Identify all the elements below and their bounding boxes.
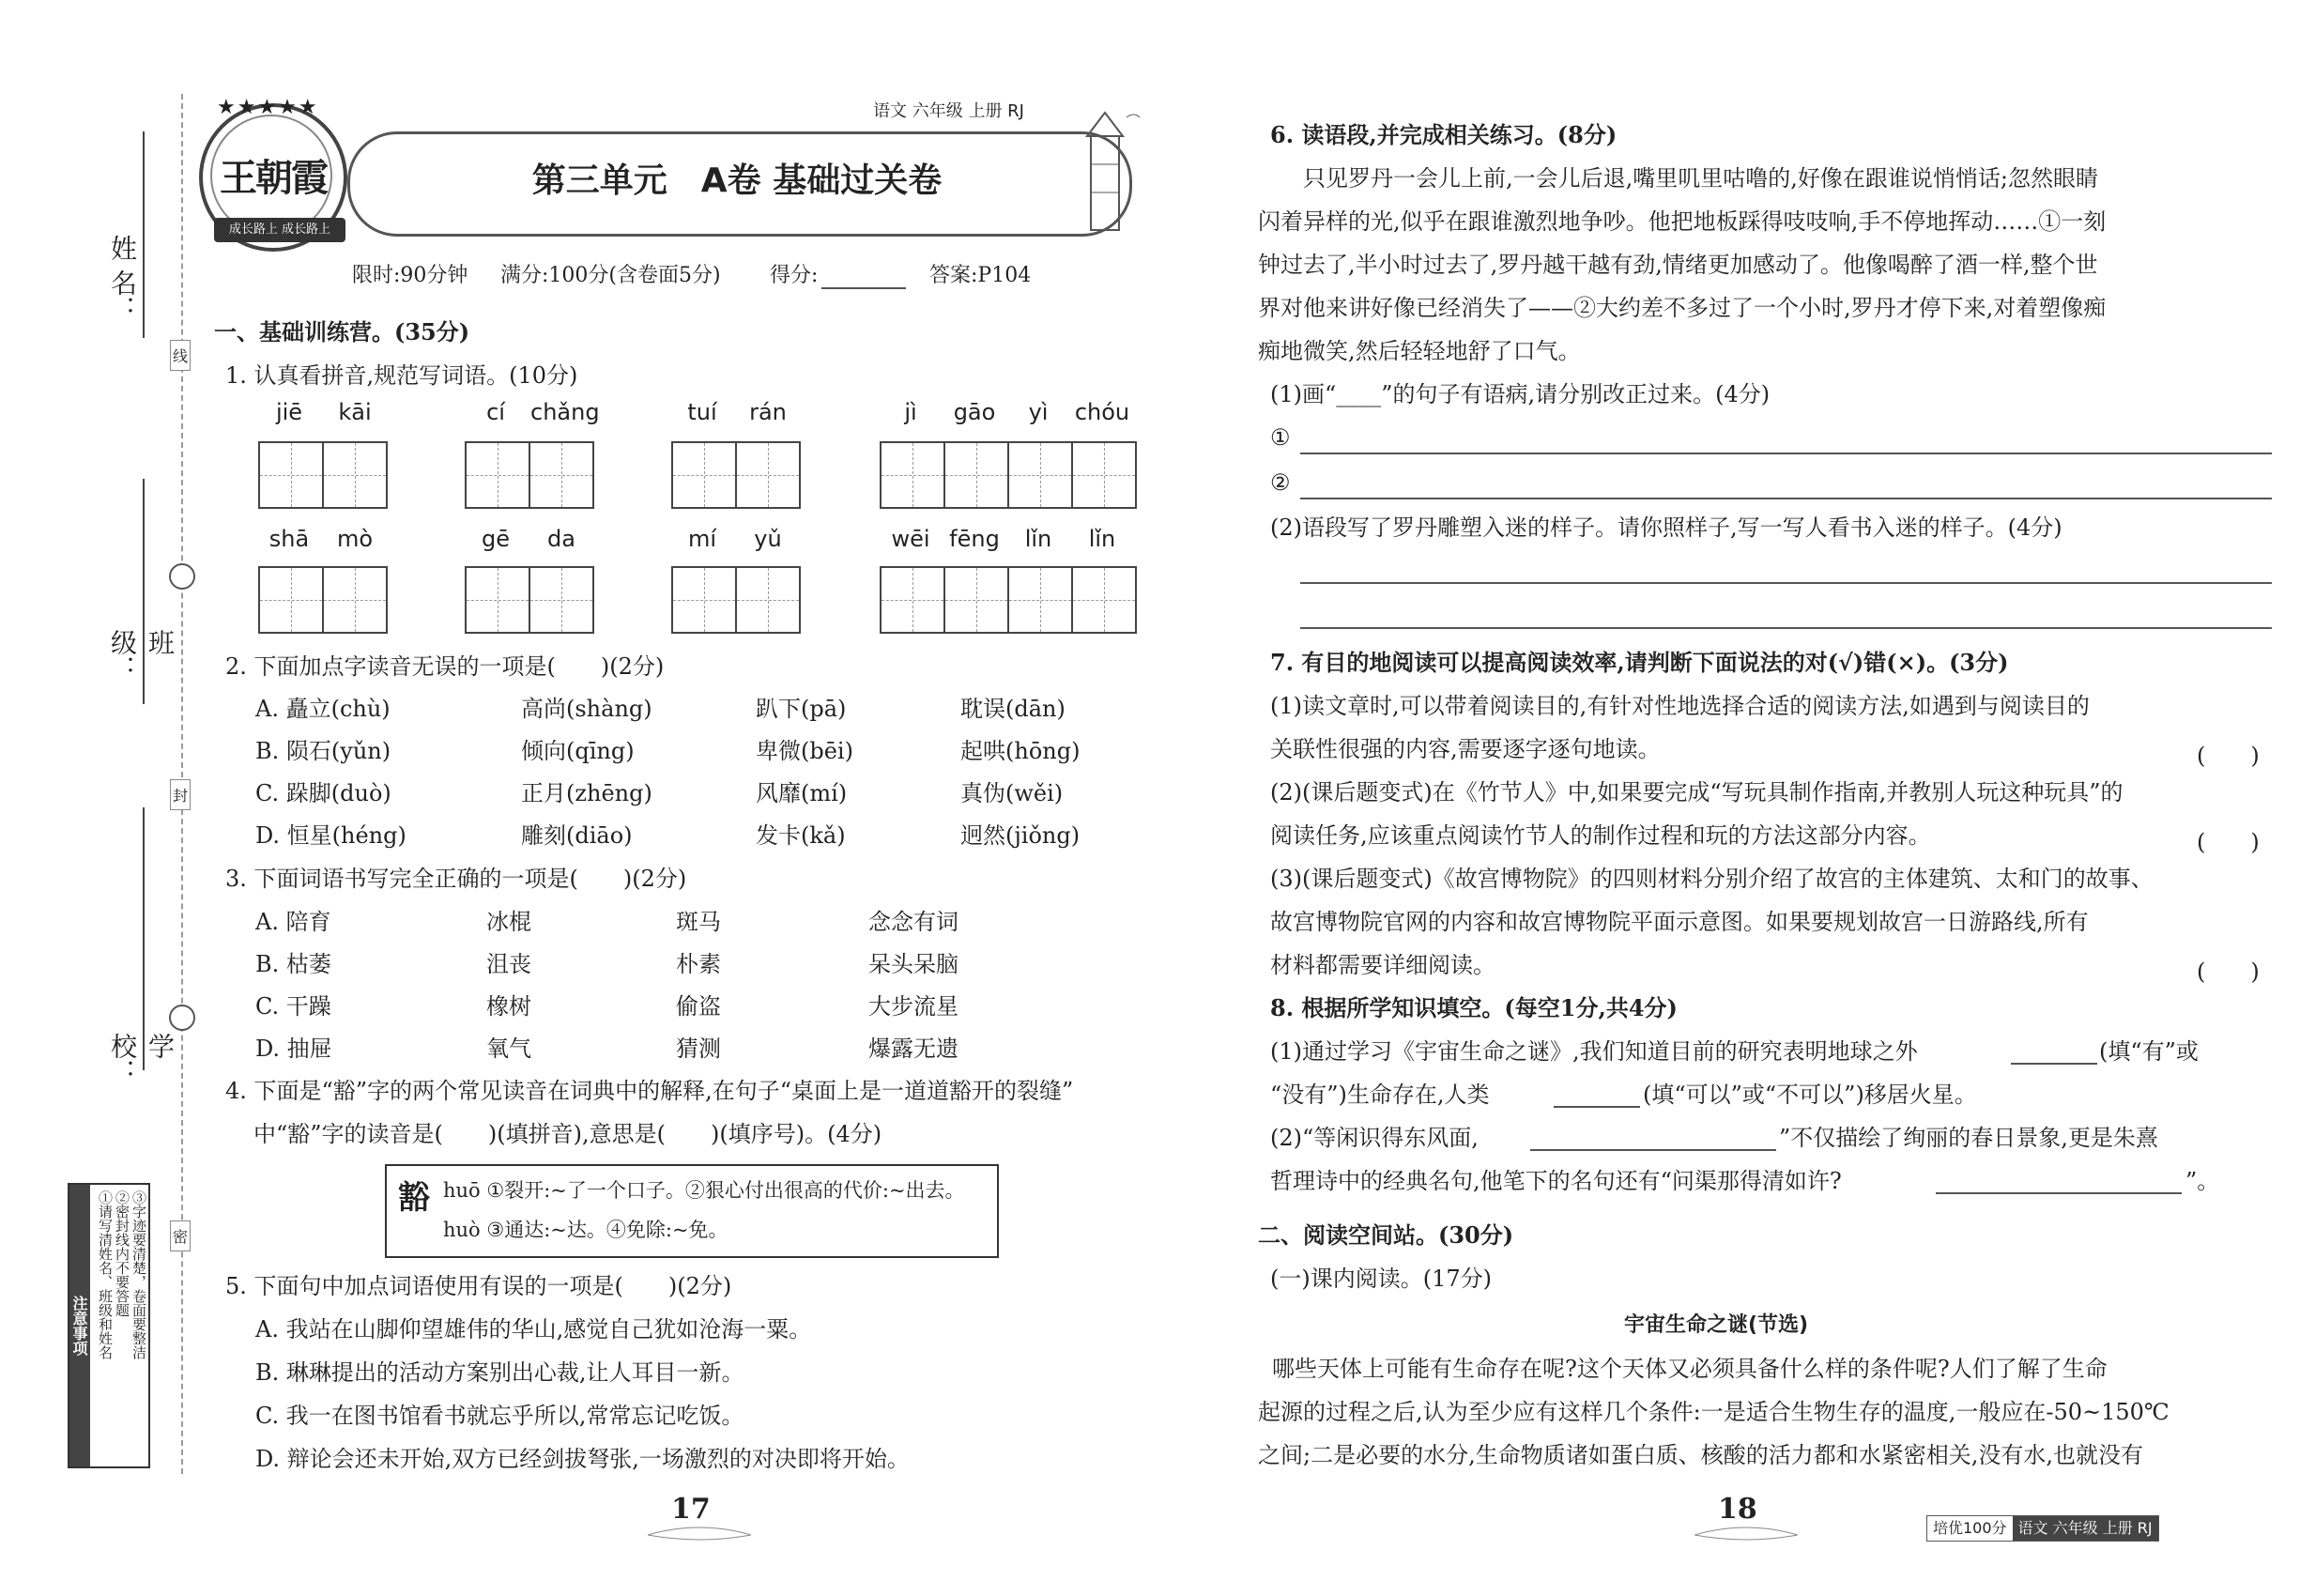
statement-line: 阅读任务,应该重点阅读竹节人的制作过程和玩的方法这部分内容。 [1270, 822, 1931, 849]
q4-title: 4. 下面是“豁”字的两个常见读音在词典中的解释,在句子“桌面上是一道道豁开的裂缝” [225, 1078, 1074, 1104]
writing-grid-7[interactable] [671, 566, 801, 634]
score-blank[interactable] [821, 287, 906, 289]
statement-line: (1)读文章时,可以带着阅读目的,有针对性地选择合适的阅读方法,如遇到与阅读目的 [1270, 693, 2090, 719]
fill-text: (1)通过学习《宇宙生命之谜》,我们知道目前的研究表明地球之外 [1270, 1038, 1918, 1065]
option-text: 正月(zhēng) [521, 780, 652, 806]
fill-blank-1[interactable] [2011, 1063, 2097, 1065]
passage-line: 哪些天体上可能有生命存在呢?这个天体又必须具备什么样的条件呢?人们了解了生命 [1272, 1356, 2108, 1382]
page-number-left: 17 [671, 1493, 711, 1526]
q7-title: 7. 有目的地阅读可以提高阅读效率,请判断下面说法的对(√)错(×)。(3分) [1270, 649, 2009, 676]
writing-grid-1[interactable] [258, 441, 388, 509]
pinyin: da [547, 526, 575, 552]
q6-sub2: (2)语段写了罗丹雕塑入迷的样子。请你照样子,写一写人看书入迷的样子。(4分) [1270, 514, 2062, 541]
pinyin: chǎng [530, 399, 600, 425]
writing-grid-3[interactable] [671, 441, 801, 509]
writing-grid-8[interactable] [880, 566, 1137, 634]
pinyin: lǐn [1024, 526, 1052, 552]
writing-grid-5[interactable] [258, 566, 388, 634]
q1-title: 1. 认真看拼音,规范写词语。(10分) [225, 362, 578, 389]
notice-item-2: ②密封线内不要答题 [114, 1190, 130, 1317]
pinyin: yǔ [754, 526, 782, 552]
statement-line: 关联性很强的内容,需要逐字逐句地读。 [1270, 736, 1661, 762]
option-text: 朴素 [676, 951, 721, 977]
school-label: 学 校： [107, 1033, 176, 1085]
writing-grid-6[interactable] [465, 566, 594, 634]
pinyin: mò [336, 526, 374, 552]
pinyin: jì [904, 399, 917, 425]
page-ornament-left [648, 1526, 751, 1544]
option-text: 念念有词 [868, 909, 958, 935]
logo-ribbon: 成长路上 成长路上 [214, 218, 345, 242]
cut-mark-2: 封 [170, 779, 191, 810]
stars-icon: ★★★★★ [217, 96, 319, 119]
option-text[interactable]: C. 我一在图书馆看书就忘乎所以,常常忘记吃饭。 [255, 1403, 744, 1429]
option-text[interactable]: B. 陨石(yǔn) [255, 738, 391, 764]
option-text[interactable]: B. 琳琳提出的活动方案别出心裁,让人耳目一新。 [255, 1359, 744, 1386]
binding-hole-2 [169, 1005, 195, 1031]
option-text: 发卡(kǎ) [756, 822, 846, 849]
dict-line-1: huō ①裂开:~了一个口子。②狠心付出很高的代价:~出去。 [443, 1179, 965, 1202]
score-label: 得分: [770, 264, 819, 287]
pinyin: mí [687, 526, 717, 552]
fill-blank-2[interactable] [1554, 1106, 1640, 1108]
footer-tag: 语文 六年级 上册 RJ [2013, 1516, 2158, 1541]
answer-line-3[interactable] [1300, 582, 2272, 584]
cut-mark-1: 线 [170, 340, 191, 371]
pinyin: chóu [1074, 399, 1130, 425]
cut-mark-3: 密 [170, 1220, 191, 1251]
paragraph-line: 界对他来讲好像已经消失了——②大约差不多过了一个小时,罗丹才停下来,对着塑像痴 [1258, 295, 2107, 321]
binding-hole-1 [169, 563, 195, 590]
passage-line: 起源的过程之后,认为至少应有这样几个条件:一是适合生物生存的温度,一般应在-50~150℃ [1258, 1399, 2170, 1425]
header-meta: 语文 六年级 上册 RJ [873, 101, 1024, 121]
writing-grid-2[interactable] [465, 441, 594, 509]
option-text[interactable]: D. 恒星(héng) [255, 822, 406, 849]
notice-item-3: ③字迹要清楚，卷面要整洁 [130, 1190, 147, 1359]
page-title: 第三单元 A卷 基础过关卷 [531, 161, 943, 200]
class-label: 班 级： [107, 629, 176, 682]
exam-full-score: 满分:100分(含卷面5分) [500, 264, 721, 287]
pinyin: fēng [949, 526, 1000, 552]
pinyin: kāi [338, 399, 372, 425]
statement-line: 材料都需要详细阅读。 [1270, 952, 1495, 978]
judge-paren-2[interactable]: ( ) [2197, 829, 2260, 855]
answer-page: 答案:P104 [929, 264, 1032, 287]
q3-title: 3. 下面词语书写完全正确的一项是( )(2分) [225, 866, 687, 892]
option-text: 起哄(hōng) [960, 738, 1081, 764]
pinyin: cí [486, 399, 505, 425]
q8-title: 8. 根据所学知识填空。(每空1分,共4分) [1270, 994, 1678, 1021]
q2-title: 2. 下面加点字读音无误的一项是( )(2分) [225, 653, 665, 680]
pinyin: gē [482, 526, 510, 552]
pinyin: lǐn [1088, 526, 1116, 552]
option-text[interactable]: D. 辩论会还未开始,双方已经剑拔弩张,一场激烈的对决即将开始。 [255, 1446, 910, 1472]
option-text: 雕刻(diāo) [521, 822, 633, 849]
option-text[interactable]: D. 抽屉 [255, 1036, 332, 1062]
option-text: 爆露无遗 [868, 1036, 958, 1062]
option-text: 大步流星 [868, 993, 958, 1020]
option-text: 迥然(jiǒng) [960, 822, 1081, 849]
option-text: 氧气 [486, 1036, 531, 1062]
option-text: 卑微(bēi) [756, 738, 853, 764]
option-text[interactable]: A. 矗立(chù) [255, 696, 391, 722]
writing-grid-4[interactable] [880, 441, 1137, 509]
judge-paren-3[interactable]: ( ) [2197, 959, 2260, 985]
page-number-right: 18 [1718, 1493, 1757, 1526]
paragraph-line: 只见罗丹一会儿上前,一会儿后退,嘴里叽里咕噜的,好像在跟谁说悄悄话;忽然眼睛 [1303, 165, 2098, 192]
paragraph-line: 钟过去了,半小时过去了,罗丹越干越有劲,情绪更加感动了。他像喝醉了酒一样,整个世 [1258, 252, 2098, 278]
passage-line: 之间;二是必要的水分,生命物质诸如蛋白质、核酸的活力都和水紧密相关,没有水,也就没有 [1258, 1442, 2143, 1468]
q6-sub1: (1)画“____”的句子有语病,请分别改正过来。(4分) [1270, 381, 1771, 407]
paragraph-line: 闪着异样的光,似乎在跟谁激烈地争吵。他把地板踩得吱吱响,手不停地挥动……①一刻 [1258, 208, 2107, 235]
dictionary-box [385, 1164, 999, 1258]
pinyin: tuí [687, 399, 717, 425]
fill-text: (2)“等闲识得东风面, [1270, 1125, 1479, 1151]
option-text[interactable]: C. 跺脚(duò) [255, 780, 391, 806]
answer-line-2[interactable] [1300, 498, 2272, 499]
dict-char: 豁 [398, 1179, 430, 1217]
option-text[interactable]: A. 陪育 [255, 909, 331, 935]
fill-text: (填“有”或 [2099, 1038, 2199, 1065]
fill-text: 哲理诗中的经典名句,他笔下的名句还有“问渠那得清如许? [1270, 1168, 1842, 1194]
pinyin: shā [268, 526, 310, 552]
fill-text: ”。 [2185, 1168, 2220, 1194]
pinyin: wēi [891, 526, 930, 552]
option-text: 冰棍 [486, 909, 531, 935]
dict-line-2: huò ③通达:~达。④免除:~免。 [443, 1219, 728, 1241]
section2-title: 二、阅读空间站。(30分) [1258, 1221, 1514, 1249]
notice-title: 注意事项 [69, 1185, 90, 1466]
section1-title: 一、基础训练营。(35分) [214, 318, 470, 345]
section2-sub: (一)课内阅读。(17分) [1270, 1266, 1492, 1292]
notice-box [68, 1183, 150, 1468]
passage-title: 宇宙生命之谜(节选) [1624, 1313, 1809, 1337]
q4-title-2: 中“豁”字的读音是( )(填拼音),意思是( )(填序号)。(4分) [253, 1121, 882, 1147]
option-text: 倾向(qīng) [521, 738, 635, 764]
option-text: 偷盗 [676, 993, 721, 1020]
option-text: 高尚(shàng) [521, 696, 652, 722]
footer-badge [1926, 1515, 2159, 1542]
option-text: 斑马 [676, 909, 721, 935]
q6-mark-2: ② [1270, 469, 1291, 496]
fill-text: “没有”)生命存在,人类 [1270, 1082, 1490, 1108]
page-ornament-right [1694, 1526, 1798, 1544]
q5-title: 5. 下面句中加点词语使用有误的一项是( )(2分) [225, 1273, 732, 1299]
option-text: 趴下(pā) [756, 696, 847, 722]
paragraph-line: 痴地微笑,然后轻轻地舒了口气。 [1258, 338, 1581, 364]
statement-line: 故宫博物院官网的内容和故宫博物院平面示意图。如果要规划故宫一日游路线,所有 [1270, 909, 2089, 935]
option-text[interactable]: B. 枯萎 [255, 951, 331, 977]
pinyin: yì [1028, 399, 1049, 425]
q6-title: 6. 读语段,并完成相关练习。(8分) [1270, 121, 1618, 148]
option-text: 橡树 [486, 993, 531, 1020]
answer-line-4[interactable] [1300, 627, 2272, 629]
fill-text: ”不仅描绘了绚丽的春日景象,更是朱熹 [1779, 1125, 2158, 1151]
right-page [1220, 0, 2300, 1596]
pinyin: gāo [953, 399, 996, 425]
pinyin: jiē [275, 399, 303, 425]
option-text: 呆头呆脑 [868, 951, 958, 977]
fill-text: (填“可以”或“不可以”)移居火星。 [1643, 1082, 1977, 1108]
statement-line: (2)(课后题变式)在《竹节人》中,如果要完成“写玩具制作指南,并教别人玩这种玩具”的 [1270, 779, 2124, 806]
lighthouse-icon [1080, 99, 1145, 239]
fill-blank-4[interactable] [1936, 1192, 2182, 1194]
notice-item-1: ①请写清姓名、班级和姓名 [97, 1190, 114, 1359]
q6-mark-1: ① [1270, 424, 1291, 451]
pinyin: rán [749, 399, 787, 425]
statement-line: (3)(课后题变式)《故宫博物院》的四则材料分别介绍了故宫的主体建筑、太和门的故事、 [1270, 866, 2154, 892]
judge-paren-1[interactable]: ( ) [2197, 743, 2260, 769]
name-label: 姓 名： [107, 235, 138, 322]
fill-blank-3[interactable] [1530, 1149, 1776, 1151]
option-text: 风靡(mí) [756, 780, 848, 806]
footer-brand: 培优100分 [1933, 1519, 2007, 1537]
option-text[interactable]: C. 干躁 [255, 993, 331, 1020]
exam-time: 限时:90分钟 [352, 264, 468, 287]
answer-line-1[interactable] [1300, 453, 2272, 454]
brand-name: 王朝霞 [220, 156, 327, 200]
option-text: 猜测 [676, 1036, 721, 1062]
option-text: 沮丧 [486, 951, 531, 977]
option-text: 真伪(wěi) [960, 780, 1064, 806]
option-text[interactable]: A. 我站在山脚仰望雄伟的华山,感觉自己犹如沧海一粟。 [255, 1316, 812, 1343]
option-text: 耽误(dān) [960, 696, 1066, 722]
